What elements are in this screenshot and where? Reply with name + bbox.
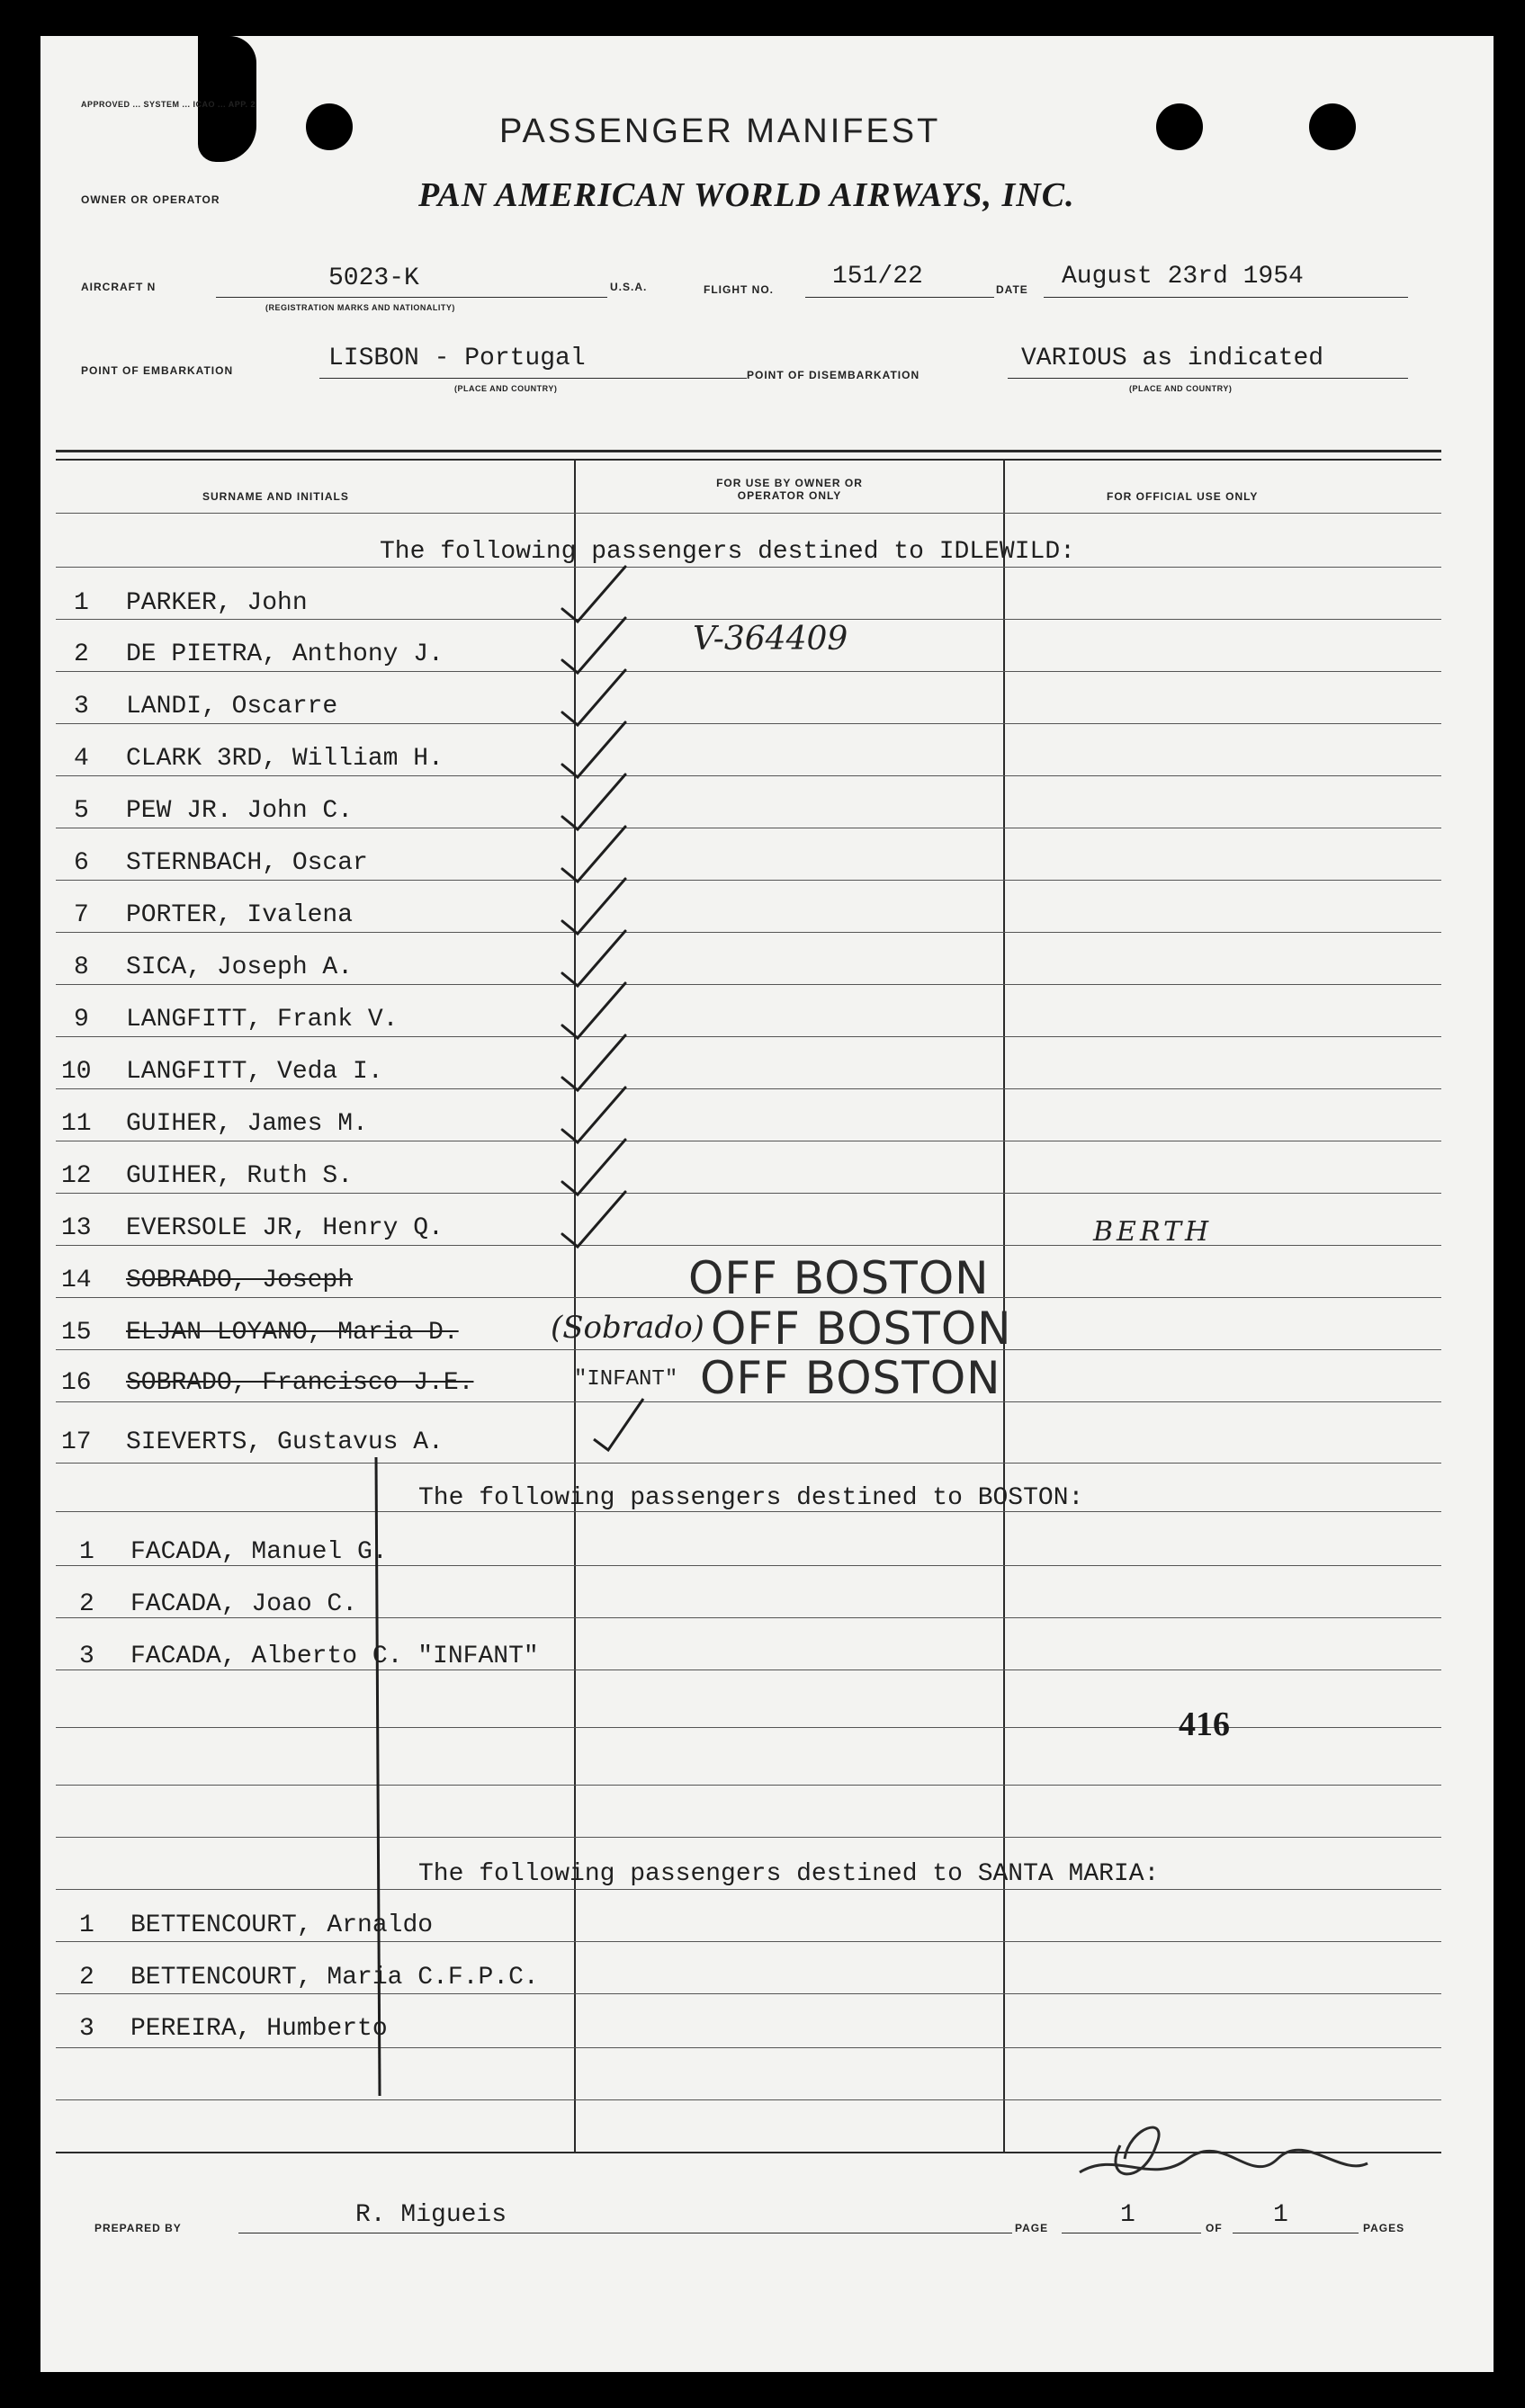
row-number: 12 xyxy=(61,1162,92,1190)
col-surname-header: SURNAME AND INITIALS xyxy=(202,490,349,503)
passenger-name: PEREIRA, Humberto xyxy=(130,2015,388,2043)
passenger-name: BETTENCOURT, Maria C.F.P.C. xyxy=(130,1964,539,1992)
of-value: 1 xyxy=(1273,2201,1288,2229)
check-mark xyxy=(562,774,625,829)
idlewild-heading: The following passengers destined to IDLEWILD: xyxy=(380,538,1075,566)
aircraft-value: 5023-K xyxy=(328,264,419,292)
sieverts-check xyxy=(594,1399,643,1450)
passenger-name: FACADA, Manuel G. xyxy=(130,1538,388,1566)
prepared-label: PREPARED BY xyxy=(94,2222,182,2234)
santa-maria-heading: The following passengers destined to SANTA MARIA: xyxy=(418,1860,1160,1888)
bracket-line xyxy=(376,1457,380,2096)
row-number: 3 xyxy=(79,2015,94,2043)
flight-value: 151/22 xyxy=(832,263,923,291)
row-number: 2 xyxy=(79,1590,94,1618)
check-mark xyxy=(562,722,625,777)
page-label: PAGE xyxy=(1015,2222,1049,2234)
row-number: 1 xyxy=(79,1911,94,1939)
check-mark xyxy=(562,567,625,622)
date-value: August 23rd 1954 xyxy=(1062,263,1304,291)
off-boston-stamp-1: OFF BOSTON xyxy=(688,1252,990,1304)
disembark-note: (PLACE AND COUNTRY) xyxy=(1129,384,1233,393)
check-mark xyxy=(562,1088,625,1142)
check-mark xyxy=(562,983,625,1038)
off-boston-stamp-3: OFF BOSTON xyxy=(700,1352,1001,1404)
passenger-name: SIEVERTS, Gustavus A. xyxy=(126,1428,444,1456)
passenger-name: PARKER, John xyxy=(126,589,308,617)
passenger-name: EVERSOLE JR, Henry Q. xyxy=(126,1214,444,1242)
passenger-name: ELJAN LOYANO, Maria D. xyxy=(126,1319,459,1347)
off-boston-stamp-2: OFF BOSTON xyxy=(711,1302,1012,1355)
aircraft-label: AIRCRAFT N xyxy=(81,281,157,293)
passenger-name: SICA, Joseph A. xyxy=(126,953,354,981)
row-number: 13 xyxy=(61,1214,92,1242)
check-mark xyxy=(562,827,625,882)
page-value: 1 xyxy=(1120,2201,1135,2229)
passenger-name: LANDI, Oscarre xyxy=(126,693,338,721)
passenger-name: FACADA, Alberto C. "INFANT" xyxy=(130,1643,539,1670)
infant-note: "INFANT" xyxy=(574,1367,678,1392)
pages-label: PAGES xyxy=(1363,2222,1405,2234)
col-owner-header: FOR USE BY OWNER OR OPERATOR ONLY xyxy=(716,477,863,502)
row-number: 1 xyxy=(74,589,89,617)
flight-label: FLIGHT NO. xyxy=(704,283,774,296)
owner-label: OWNER OR OPERATOR xyxy=(81,193,220,206)
of-label: OF xyxy=(1206,2222,1223,2234)
page-number-stamp: 416 xyxy=(1179,1705,1230,1743)
row-number: 4 xyxy=(74,745,89,773)
passenger-name: LANGFITT, Veda I. xyxy=(126,1058,383,1086)
row-number: 8 xyxy=(74,953,89,981)
row-number: 2 xyxy=(79,1964,94,1992)
row-number: 2 xyxy=(74,640,89,668)
row-number: 3 xyxy=(79,1643,94,1670)
passenger-name: CLARK 3RD, William H. xyxy=(126,745,444,773)
footer-rule xyxy=(56,2152,1441,2153)
passenger-name: SOBRADO, Francisco J.E. xyxy=(126,1369,474,1397)
check-mark xyxy=(562,1192,625,1247)
passenger-name: PORTER, Ivalena xyxy=(126,901,354,929)
date-label: DATE xyxy=(996,283,1028,296)
row-number: 1 xyxy=(79,1538,94,1566)
row-number: 16 xyxy=(61,1369,92,1397)
handwritten-number: V-364409 xyxy=(693,621,848,658)
check-mark xyxy=(562,931,625,986)
berth-note: BERTH xyxy=(1093,1216,1213,1248)
row-number: 5 xyxy=(74,797,89,825)
embark-value: LISBON - Portugal xyxy=(328,345,586,372)
embark-label: POINT OF EMBARKATION xyxy=(81,364,234,377)
passenger-name: DE PIETRA, Anthony J. xyxy=(126,640,444,668)
row-number: 14 xyxy=(61,1267,92,1294)
boston-heading: The following passengers destined to BOSTON: xyxy=(418,1484,1084,1512)
row-number: 10 xyxy=(61,1058,92,1086)
row-number: 6 xyxy=(74,849,89,877)
embark-note: (PLACE AND COUNTRY) xyxy=(454,384,558,393)
row-number: 11 xyxy=(61,1110,92,1138)
row-number: 7 xyxy=(74,901,89,929)
check-mark xyxy=(562,618,625,673)
passenger-name: PEW JR. John C. xyxy=(126,797,354,825)
airline-name: PAN AMERICAN WORLD AIRWAYS, INC. xyxy=(418,176,1075,214)
passenger-name: FACADA, Joao C. xyxy=(130,1590,358,1618)
passenger-name: STERNBACH, Oscar xyxy=(126,849,368,877)
disembark-value: VARIOUS as indicated xyxy=(1021,345,1324,372)
prepared-value: R. Migueis xyxy=(355,2201,507,2229)
row-number: 15 xyxy=(61,1319,92,1347)
check-mark xyxy=(562,670,625,725)
usa-label: U.S.A. xyxy=(610,281,648,293)
passenger-name: LANGFITT, Frank V. xyxy=(126,1006,399,1034)
col-official-header: FOR OFFICIAL USE ONLY xyxy=(1107,490,1259,503)
approval-note: APPROVED ... SYSTEM ... ICAO ... APP. 2 xyxy=(81,100,256,109)
disembark-label: POINT OF DISEMBARKATION xyxy=(747,369,920,381)
row-number: 3 xyxy=(74,693,89,721)
passenger-name: GUIHER, Ruth S. xyxy=(126,1162,354,1190)
check-mark xyxy=(562,1140,625,1195)
passenger-name: BETTENCOURT, Arnaldo xyxy=(130,1911,434,1939)
check-mark xyxy=(562,1035,625,1090)
form-title: PASSENGER MANIFEST xyxy=(499,112,941,150)
check-mark xyxy=(562,879,625,934)
passenger-name: GUIHER, James M. xyxy=(126,1110,368,1138)
registration-note: (REGISTRATION MARKS AND NATIONALITY) xyxy=(265,303,455,312)
row-number: 17 xyxy=(61,1428,92,1456)
sobrado-note: (Sobrado) xyxy=(551,1310,704,1346)
row-number: 9 xyxy=(74,1006,89,1034)
passenger-name: SOBRADO, Joseph xyxy=(126,1267,354,1294)
